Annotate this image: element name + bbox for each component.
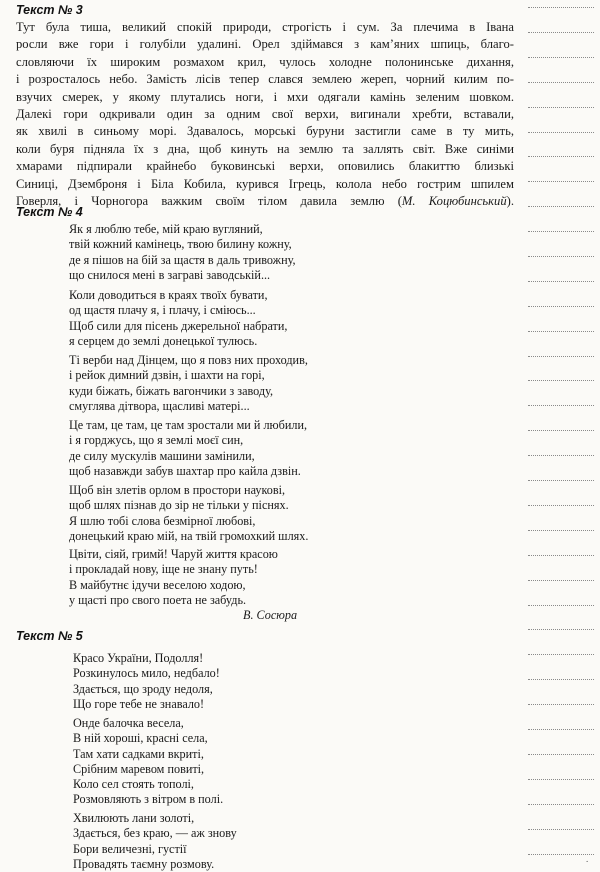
verse-line: Я шлю тобі слова безмірної любові, <box>69 513 256 528</box>
verse-line: де силу мускулів машини замінили, <box>69 448 255 463</box>
verse-line: і прокладай нову, іще не знану путь! <box>69 562 258 577</box>
verse-line: де я пішов на бій за щастя в даль тривожну, <box>69 252 296 267</box>
verse-line: Розмовляють з вітром в полі. <box>73 792 224 807</box>
prose-last-line <box>16 193 514 210</box>
prose-author: М. Коцюбинський <box>401 194 507 209</box>
prose-line: Тут була тиша, великий спокій природи, строгість і сум. За плечима в Івана <box>16 20 514 34</box>
text4-stanza-4 <box>69 418 307 479</box>
verse-line: Там хати садками вкриті, <box>73 746 204 761</box>
note-line <box>528 281 594 282</box>
text4-signature: В. Сосюра <box>243 608 298 622</box>
note-line <box>528 380 594 381</box>
note-line <box>528 306 594 307</box>
verse-line: Що горе тебе не знавало! <box>73 696 205 711</box>
verse-line: Розкинулось мило, недбало! <box>73 666 220 681</box>
note-line <box>528 754 594 755</box>
prose-line: коли буря підняла їх з дна, щоб кинуть на землю та заллять світ. Вже синіми <box>16 141 514 156</box>
verse-line: Бори величезні, густії <box>73 841 187 856</box>
verse-line: Щоб він злетів орлом в простори наукові, <box>69 483 286 497</box>
note-line <box>528 181 594 182</box>
note-line <box>528 829 594 830</box>
verse-line: донецький краю мій, на твій громохкий шлях. <box>69 528 309 543</box>
verse-line: Як я люблю тебе, мій краю вугляний, <box>69 222 263 236</box>
verse-line: Коло сел стоять тополі, <box>73 777 194 792</box>
prose-line-text: Говерля, і Чорногора важким своїм тілом давила землю ( <box>16 194 402 209</box>
verse-line: твій кожний камінець, твою билину кожну, <box>69 237 292 252</box>
verse-line: я серцем до землі донецької тулюсь. <box>69 333 258 348</box>
note-line <box>528 530 594 531</box>
note-line <box>528 356 594 357</box>
verse-line: Ті верби над Дінцем, що я повз них проходив, <box>69 353 308 367</box>
verse-line: Це там, це там, це там зростали ми й любили, <box>69 418 308 432</box>
prose-line: словляючи їх широким розмахом крил, чулось холодне полонинське дихання, <box>16 54 514 69</box>
text5-stanza-1 <box>73 651 220 712</box>
verse-line: Цвіти, сіяй, гримй! Чаруй життя красою <box>69 547 278 561</box>
verse-line: щоб шлях пізнав до зір не тільки у піснях. <box>69 498 289 513</box>
note-line <box>528 854 594 855</box>
verse-line: Хвилюють лани золоті, <box>73 811 195 825</box>
prose-line: Синиці, Дземброня і Біла Кобила, курився Ігрець, колола небо гострим шпилем <box>16 176 514 191</box>
verse-line: у щасті про свого поета не забудь. <box>69 592 247 607</box>
note-line <box>528 629 594 630</box>
note-line <box>528 107 594 108</box>
prose-line: Далекі гори одкривали один за одним свої верхи, вигинали хребти, вставали, <box>16 107 514 122</box>
note-line <box>528 405 594 406</box>
text5-heading: Текст № 5 <box>16 629 83 643</box>
note-line <box>528 32 594 33</box>
text3-heading: Текст № 3 <box>16 3 83 17</box>
note-line <box>528 256 594 257</box>
note-line <box>528 206 594 207</box>
note-line <box>528 605 594 606</box>
prose-line-end: ). <box>506 194 514 209</box>
text4-stanza-3 <box>69 353 308 414</box>
verse-line: Провадять таємну розмову. <box>73 856 215 871</box>
prose-line: і розросталось небо. Замість лісів тепер слався землею жереп, чорний килим по- <box>16 72 514 87</box>
note-line <box>528 679 594 680</box>
text4-heading: Текст № 4 <box>16 205 83 219</box>
note-line <box>528 57 594 58</box>
verse-line: Здається, що зроду недоля, <box>73 681 213 696</box>
text4-stanza-5 <box>69 483 308 544</box>
prose-line: росли вже гори і голубіли удалині. Орел здіймався з кам’яних шпиць, благо- <box>16 37 514 52</box>
note-line <box>528 729 594 730</box>
text4-stanza-1 <box>69 222 296 283</box>
text5-stanza-2 <box>73 716 223 808</box>
note-line <box>528 430 594 431</box>
verse-line: куди біжать, біжать вагончики з заводу, <box>69 383 274 398</box>
note-line <box>528 654 594 655</box>
verse-line: Онде балочка весела, <box>73 716 184 730</box>
note-line <box>528 331 594 332</box>
margin-dot: . <box>586 854 589 864</box>
text4-stanza-2 <box>69 288 287 349</box>
verse-line: Щоб сили для пісень джерельної набрати, <box>69 318 288 333</box>
note-line <box>528 505 594 506</box>
note-line <box>528 82 594 83</box>
note-line <box>528 779 594 780</box>
note-line <box>528 231 594 232</box>
note-line <box>528 704 594 705</box>
verse-line: В майбутнє ідучи веселою ходою, <box>69 577 246 592</box>
note-lines-margin <box>528 0 600 871</box>
verse-line: Здається, без краю, — аж знову <box>73 826 237 841</box>
note-line <box>528 455 594 456</box>
note-line <box>528 804 594 805</box>
note-line <box>528 580 594 581</box>
note-line <box>528 132 594 133</box>
prose-line: взучих смерек, у якому плутались ноги, і мхи одягали камінь зеленим шовком. <box>16 89 514 104</box>
verse-line: Красо України, Подолля! <box>73 651 204 665</box>
verse-line: од щастя плачу я, і плачу, і сміюсь... <box>69 303 256 318</box>
verse-line: що снилося мені в заграві заводській... <box>69 267 271 282</box>
verse-line: смуглява дітвора, щасливі матері... <box>69 398 250 413</box>
text5-stanza-3 <box>73 811 237 872</box>
verse-line: щоб назавжди забув шахтар про кайла дзвін. <box>69 463 301 478</box>
note-line <box>528 156 594 157</box>
note-line <box>528 7 594 8</box>
verse-line: Срібним маревом повиті, <box>73 761 205 776</box>
verse-line: В ній хороші, красні села, <box>73 731 208 746</box>
note-line <box>528 555 594 556</box>
prose-line: хмарами підпирали крайнебо буковинські верхи, оповились блакиттю близькі <box>16 159 514 174</box>
verse-line: Коли доводиться в краях твоїх бувати, <box>69 288 268 302</box>
verse-line: і рейок димний дзвін, і шахти на горі, <box>69 368 265 383</box>
note-line <box>528 480 594 481</box>
verse-line: і я горджусь, що я землі моєї син, <box>69 433 244 448</box>
prose-line: як хвилі в синьому морі. Здавалось, морські буруни застигли саме в ту мить, <box>16 124 514 139</box>
text3-prose <box>16 19 514 210</box>
text4-stanza-6 <box>69 547 278 608</box>
